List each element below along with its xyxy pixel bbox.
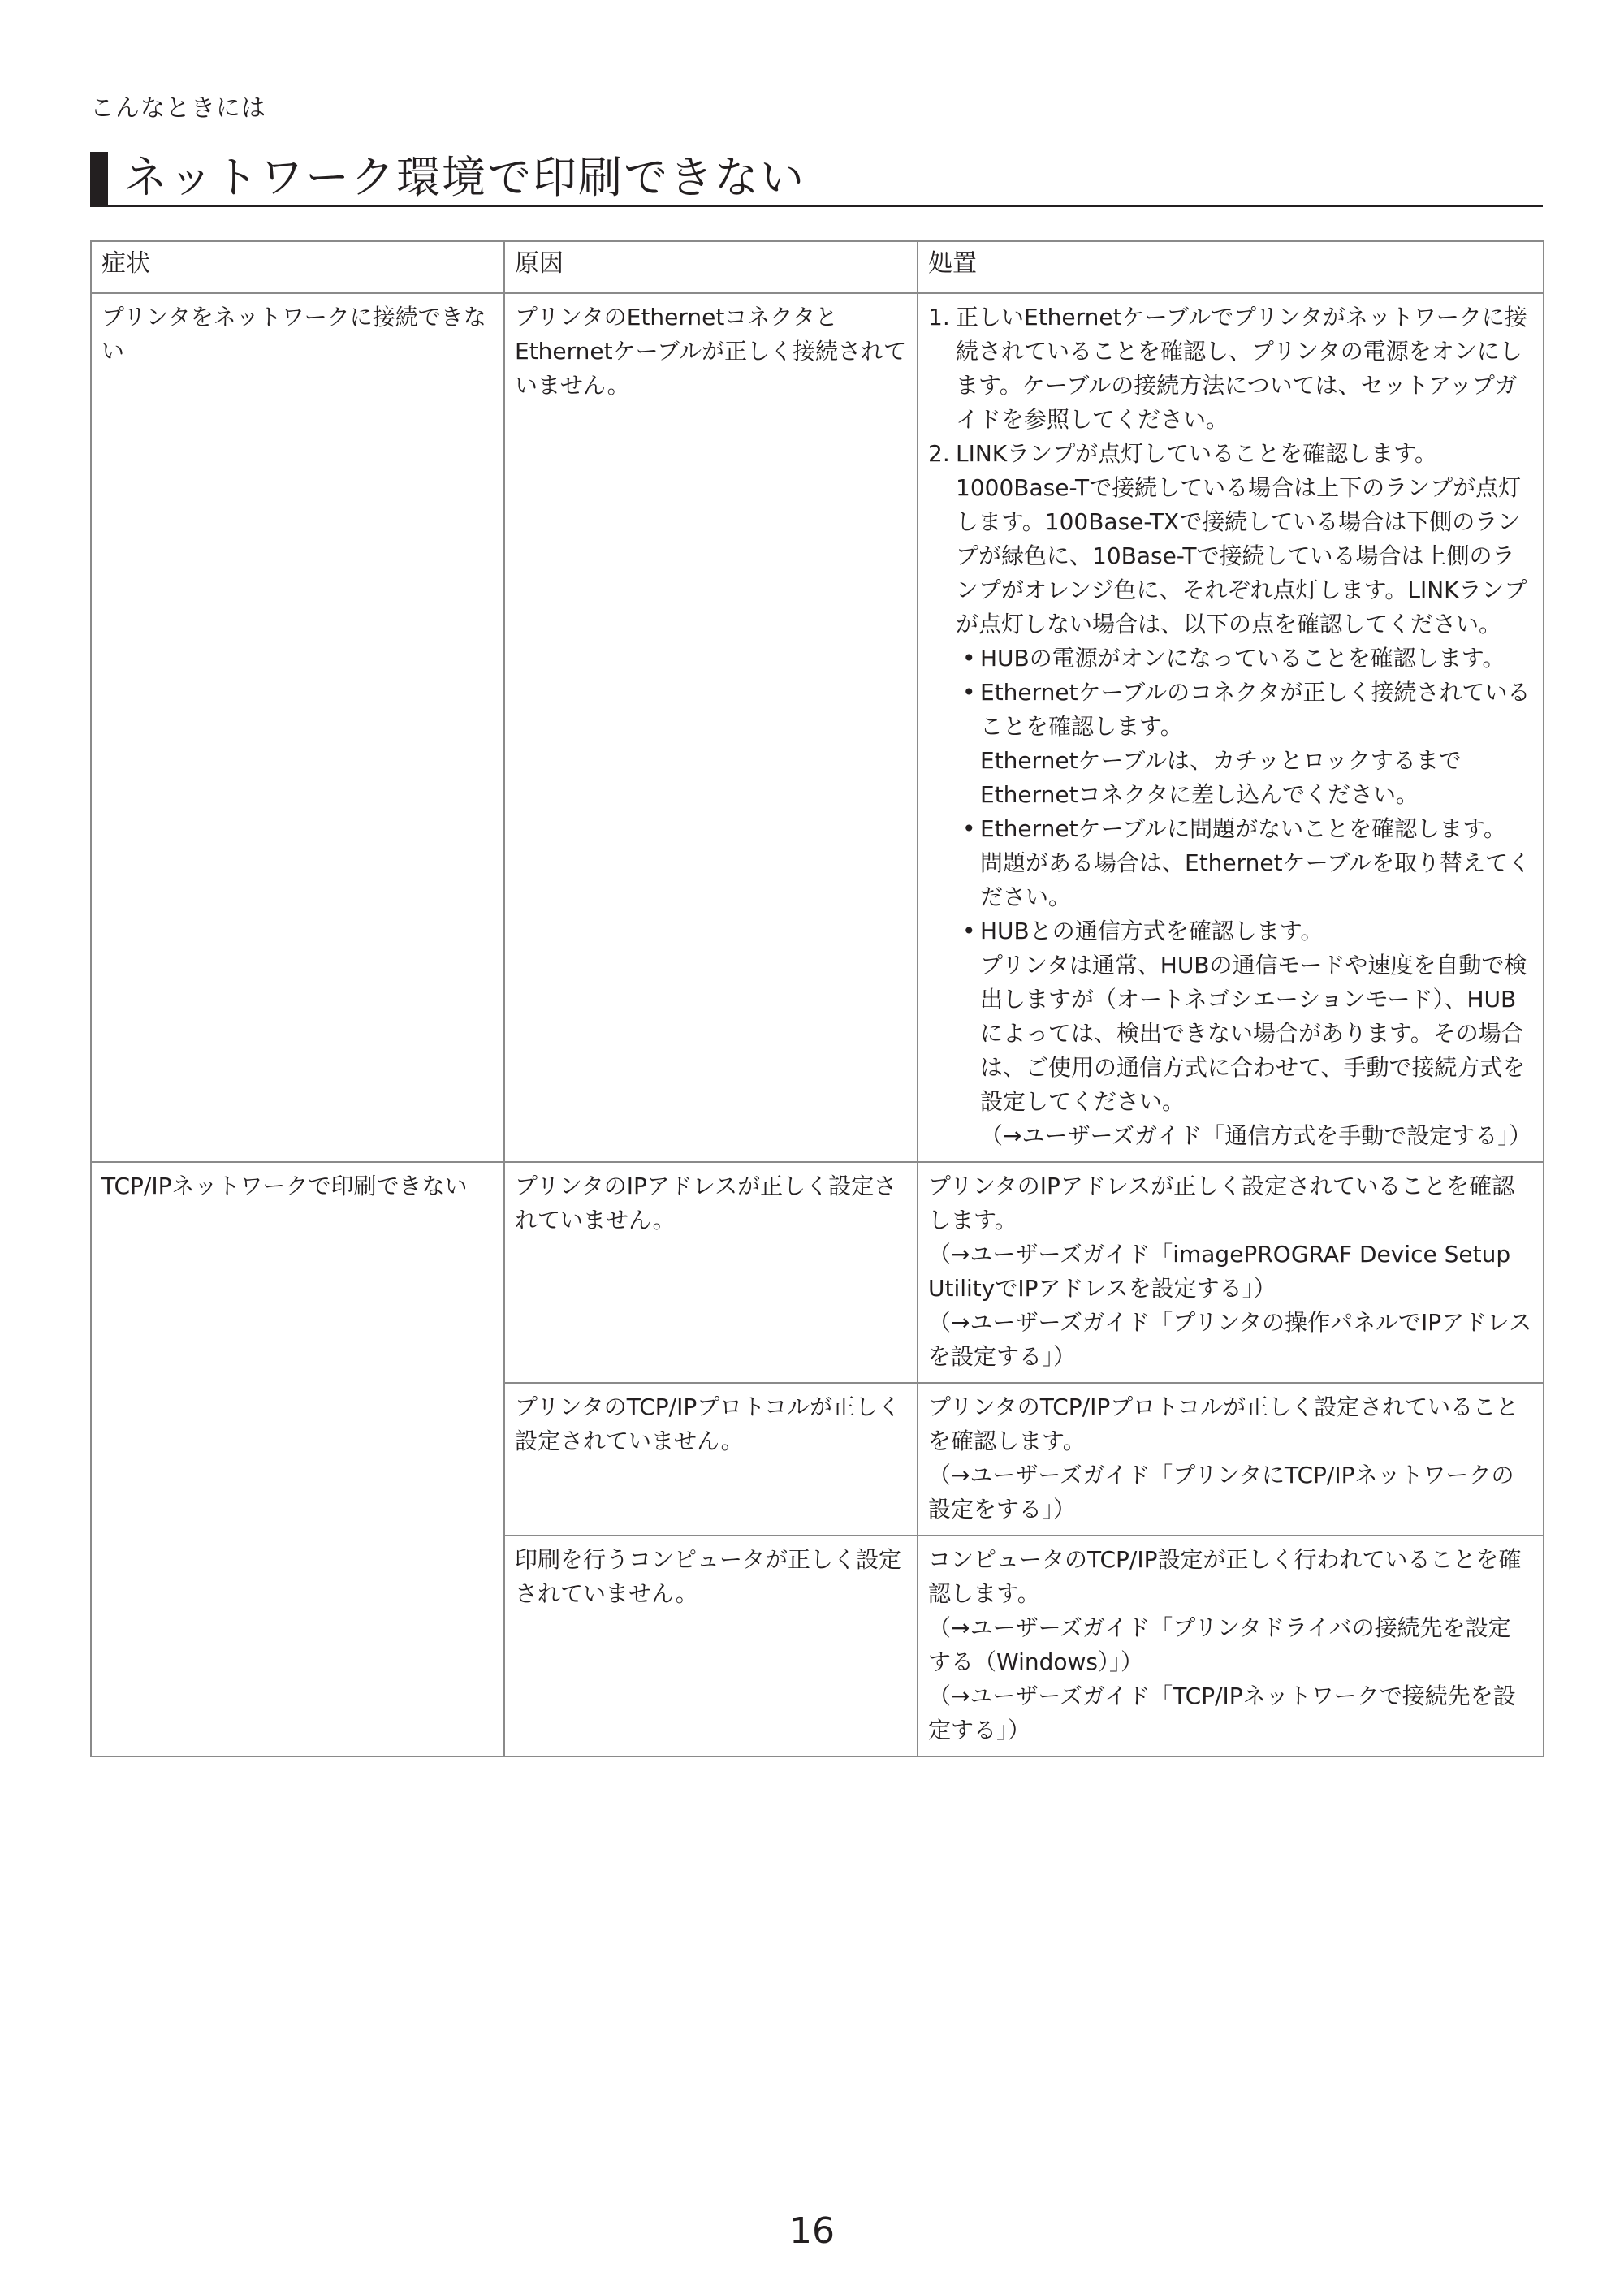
cause-cell: プリンタのIPアドレスが正しく設定されていません。	[504, 1162, 918, 1383]
bullet-detail: プリンタは通常、HUBの通信モードや速度を自動で検出しますが（オートネゴシエーションモード）、HUBによっては、検出できない場合があります。その場合は、ご使用の通信方式に合わせて、手動で接続方式を設定してください。	[980, 952, 1527, 1115]
title-accent-bar	[90, 152, 108, 205]
reference-link-text: （→ユーザーズガイド「imagePROGRAF Device Setup UtilityでIPアドレスを設定する」）	[928, 1241, 1511, 1302]
step-text: 正しいEthernetケーブルでプリンタがネットワークに接続されていることを確認し、プリンタの電源をオンにします。ケーブルの接続方法については、セットアップガイドを参照してください。	[956, 304, 1527, 433]
bullet-icon: •	[962, 679, 976, 706]
reference-link-text: （→ユーザーズガイド「通信方式を手動で設定する」）	[980, 1122, 1532, 1149]
page-title: ネットワーク環境で印刷できない	[123, 152, 806, 203]
cause-cell: プリンタのEthernetコネクタとEthernetケーブルが正しく接続されていません。	[504, 293, 918, 1162]
bullet-icon: •	[962, 815, 976, 842]
action-text: コンピュータのTCP/IP設定が正しく行われていることを確認します。	[928, 1546, 1522, 1607]
page-number: 16	[789, 2210, 835, 2252]
step-text: LINKランプが点灯していることを確認します。	[956, 440, 1437, 467]
reference-link-text: （→ユーザーズガイド「プリンタドライバの接続先を設定する（Windows）」）	[928, 1614, 1511, 1675]
step-1	[928, 300, 1533, 437]
action-text: プリンタのIPアドレスが正しく設定されていることを確認します。	[928, 1173, 1515, 1233]
bullet-text: Ethernetケーブルに問題がないことを確認します。	[980, 815, 1506, 842]
header-symptom: 症状	[91, 241, 504, 293]
action-text: プリンタのTCP/IPプロトコルが正しく設定されていることを確認します。	[928, 1393, 1519, 1454]
action-cell	[918, 1162, 1544, 1383]
symptom-cell: プリンタをネットワークに接続できない	[91, 293, 504, 1162]
table-row	[91, 1162, 1544, 1383]
step-2	[928, 437, 1533, 471]
breadcrumb: こんなときには	[90, 94, 266, 123]
table-row	[91, 293, 1544, 1162]
symptom-cell: TCP/IPネットワークで印刷できない	[91, 1162, 504, 1756]
header-action: 処置	[918, 241, 1544, 293]
action-cell	[918, 293, 1544, 1162]
list-item	[928, 676, 1533, 744]
reference-link-text: （→ユーザーズガイド「TCP/IPネットワークで接続先を設定する」）	[928, 1683, 1516, 1743]
bullet-icon: •	[962, 645, 976, 672]
reference-link-text: （→ユーザーズガイド「プリンタの操作パネルでIPアドレスを設定する」）	[928, 1309, 1532, 1370]
bullet-text: HUBの電源がオンになっていることを確認します。	[980, 645, 1505, 672]
table-header-row	[91, 241, 1544, 293]
bullet-detail: 問題がある場合は、Ethernetケーブルを取り替えてください。	[980, 849, 1531, 910]
step-number: 1.	[928, 304, 950, 330]
header-cause: 原因	[504, 241, 918, 293]
step-number: 2.	[928, 440, 950, 467]
title-underline	[90, 205, 1543, 207]
bullet-detail: Ethernetケーブルは、カチッとロックするまでEthernetコネクタに差し込んでください。	[980, 747, 1462, 808]
bullet-icon: •	[962, 918, 976, 944]
cause-cell: 印刷を行うコンピュータが正しく設定されていません。	[504, 1536, 918, 1756]
bullet-text: HUBとの通信方式を確認します。	[980, 918, 1324, 944]
cause-cell: プリンタのTCP/IPプロトコルが正しく設定されていません。	[504, 1383, 918, 1536]
troubleshooting-table	[90, 240, 1544, 1757]
list-item	[928, 914, 1533, 948]
reference-link-text: （→ユーザーズガイド「プリンタにTCP/IPネットワークの設定をする」）	[928, 1462, 1514, 1523]
list-item	[928, 642, 1533, 676]
action-cell	[918, 1536, 1544, 1756]
step-2-detail: 1000Base-Tで接続している場合は上下のランプが点灯します。100Base-TXで接続している場合は下側のランプが緑色に、10Base-Tで接続している場合は上側のランプがオレンジ色に、それぞれ点灯します。LINKランプが点灯しない場合は、以下の点を確認してください。	[956, 474, 1527, 637]
action-cell	[918, 1383, 1544, 1536]
list-item	[928, 812, 1533, 846]
bullet-text: Ethernetケーブルのコネクタが正しく接続されていることを確認します。	[980, 679, 1531, 740]
